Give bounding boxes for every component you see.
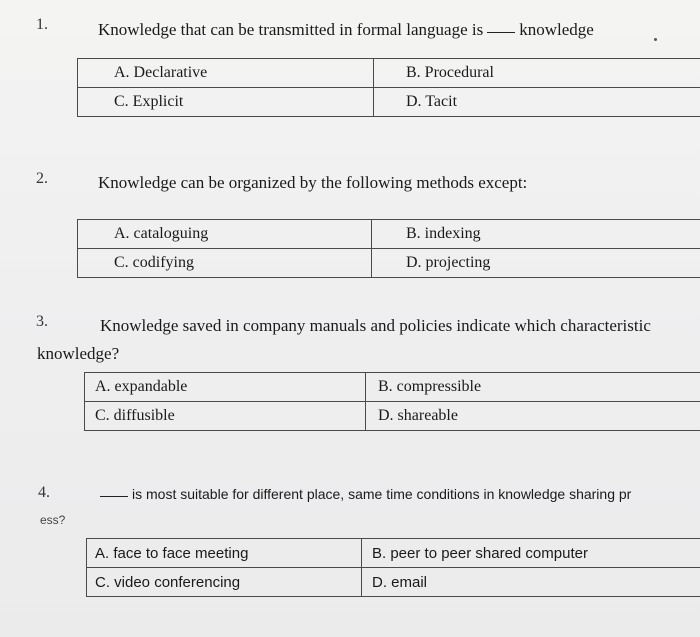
table-row <box>78 249 700 278</box>
option-cell[interactable] <box>366 402 700 431</box>
question-1-number: 1. <box>36 16 48 33</box>
table-row <box>87 539 700 568</box>
option-cell[interactable] <box>362 568 700 597</box>
question-4-text <box>100 486 631 502</box>
option-3d: D. shareable <box>378 407 458 424</box>
question-3-text-line2: knowledge? <box>37 344 120 363</box>
option-4b: B. peer to peer shared computer <box>372 544 588 562</box>
question-1-text-after: knowledge <box>519 20 594 39</box>
question-2-text: Knowledge can be organized by the following methods except: <box>98 173 528 192</box>
option-1a: A. Declarative <box>114 64 208 81</box>
option-2c: C. codifying <box>114 254 194 271</box>
question-4-text-line1: is most suitable for different place, same time conditions in knowledge sharing pr <box>132 486 632 502</box>
table-row <box>85 402 700 431</box>
table-row <box>78 59 700 88</box>
table-row <box>78 88 700 117</box>
stray-dot <box>654 38 657 41</box>
option-cell[interactable] <box>87 539 362 568</box>
option-cell[interactable] <box>78 220 372 249</box>
option-1c: C. Explicit <box>114 93 184 110</box>
option-cell[interactable] <box>78 249 372 278</box>
answer-blank <box>100 495 128 497</box>
question-4-text-line2: ess? <box>40 513 66 527</box>
table-row <box>78 220 700 249</box>
question-1-options-table <box>77 58 700 117</box>
question-4-options-table <box>86 538 700 597</box>
option-cell[interactable] <box>78 88 374 117</box>
option-cell[interactable] <box>362 539 700 568</box>
option-cell[interactable] <box>372 249 700 278</box>
option-cell[interactable] <box>374 88 700 117</box>
option-cell[interactable] <box>372 220 700 249</box>
option-cell[interactable] <box>85 373 366 402</box>
option-cell[interactable] <box>87 568 362 597</box>
option-cell[interactable] <box>85 402 366 431</box>
option-2b: B. indexing <box>406 225 481 242</box>
option-1d: D. Tacit <box>406 93 458 110</box>
option-cell[interactable] <box>78 59 374 88</box>
table-row <box>87 568 700 597</box>
option-2d: D. projecting <box>406 254 491 271</box>
question-1-text <box>98 20 594 40</box>
option-2a: A. cataloguing <box>114 225 209 242</box>
option-4a: A. face to face meeting <box>95 544 249 562</box>
question-2-options-table <box>77 219 700 278</box>
option-cell[interactable] <box>366 373 700 402</box>
table-row <box>85 373 700 402</box>
question-3-options-table <box>84 372 700 431</box>
option-4c: C. video conferencing <box>95 573 241 591</box>
option-4d: D. email <box>372 573 428 591</box>
question-4-number: 4. <box>38 484 50 501</box>
question-3-text-line1: Knowledge saved in company manuals and policies indicate which characteristic <box>100 316 651 335</box>
question-3-number: 3. <box>36 313 48 330</box>
option-3c: C. diffusible <box>95 407 175 424</box>
question-2-number: 2. <box>36 170 48 187</box>
option-3b: B. compressible <box>378 378 482 395</box>
question-1-text-before: Knowledge that can be transmitted in formal language is <box>98 20 484 39</box>
option-3a: A. expandable <box>95 378 188 395</box>
answer-blank <box>487 31 515 33</box>
option-1b: B. Procedural <box>406 64 494 81</box>
option-cell[interactable] <box>374 59 700 88</box>
